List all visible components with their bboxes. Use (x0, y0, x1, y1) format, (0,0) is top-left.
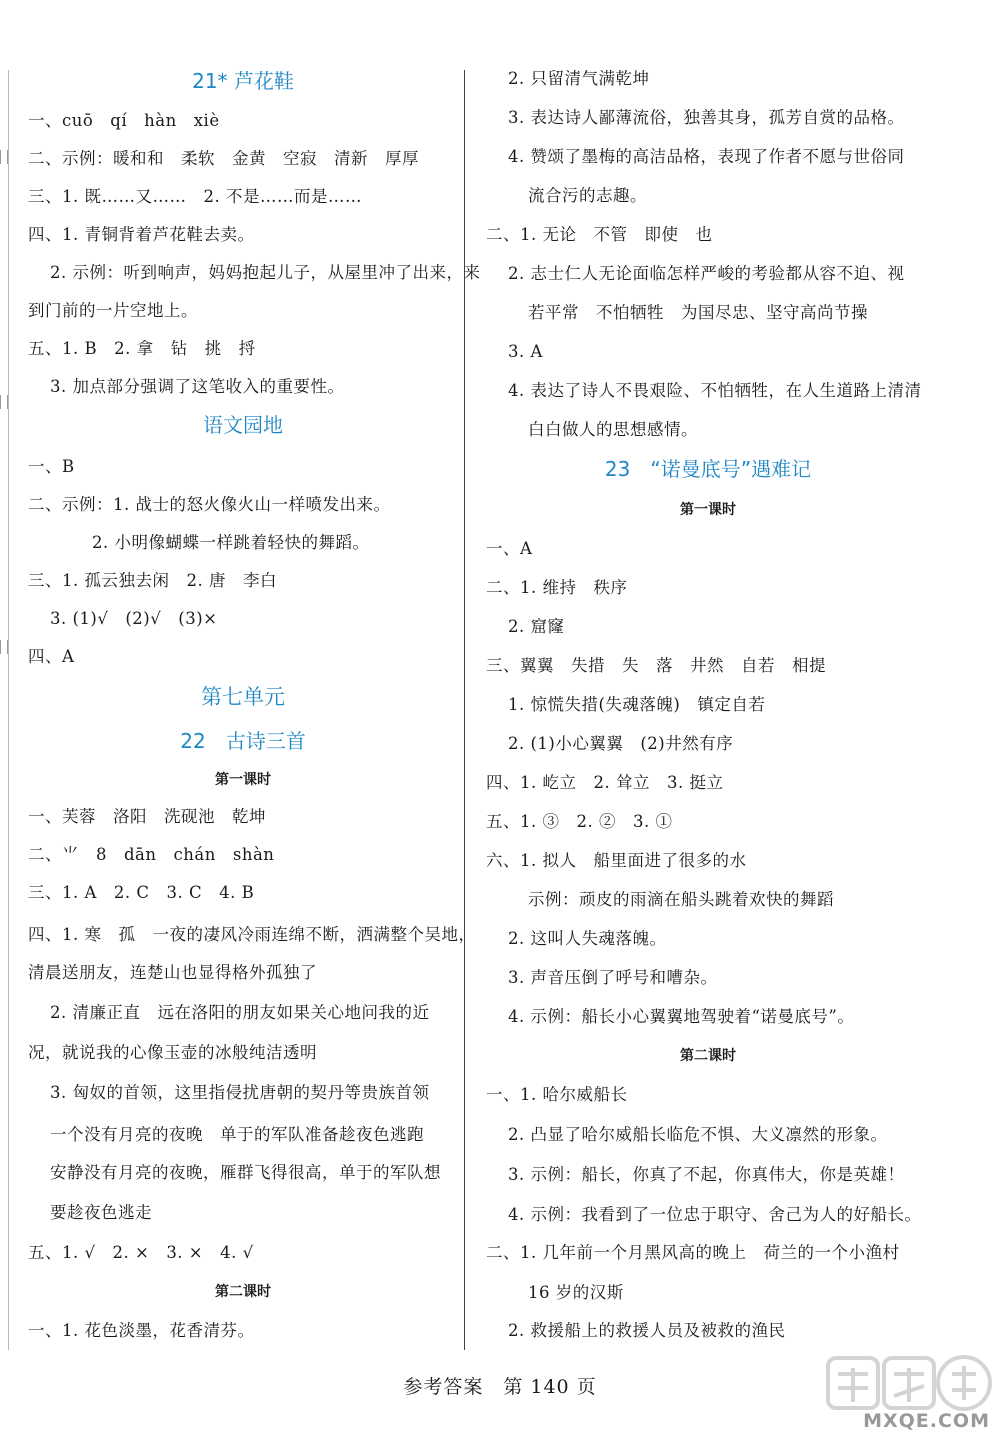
answer-line: 三、1. 孤云独去闲 2. 唐 李白 (28, 571, 277, 590)
section-title-21: 21* 芦花鞋 (192, 69, 294, 93)
section-title-garden: 语文园地 (203, 413, 283, 437)
answer-line: 一、cuō qí hàn xiè (28, 111, 220, 130)
answer-line: 3. (1)√ (2)√ (3)× (50, 609, 218, 628)
answer-line: 四、1. 屹立 2. 耸立 3. 挺立 (486, 773, 724, 792)
watermark-site: MXQE.COM (863, 1410, 990, 1432)
answer-line: 4. 示例：我看到了一位忠于职守、舍己为人的好船长。 (508, 1205, 922, 1224)
answer-line: 2. 小明像蝴蝶一样跳着轻快的舞蹈。 (92, 533, 370, 552)
answer-line: 3. 声音压倒了呼号和嘈杂。 (508, 968, 718, 987)
answer-line: 若平常 不怕牺牲 为国尽忠、坚守高尚节操 (528, 303, 868, 322)
binding-mark (0, 395, 8, 409)
lesson-subtitle: 第一课时 (680, 502, 736, 518)
answer-line: 3. 匈奴的首领，这里指侵扰唐朝的契丹等贵族首领 (50, 1083, 430, 1102)
answer-line: 一、1. 花色淡墨，花香清芬。 (28, 1321, 255, 1340)
answer-line: 四、1. 寒 孤 一夜的凄风冷雨连绵不断，洒满整个吴地， (28, 925, 476, 944)
answer-line: 2. 这叫人失魂落魄。 (508, 929, 667, 948)
answer-line: 二、⺌ 8 dān chán shàn (28, 845, 275, 864)
section-title-22: 22 古诗三首 (180, 729, 306, 753)
answer-line: 2. 只留清气满乾坤 (508, 69, 650, 88)
answer-line: 五、1. ③ 2. ② 3. ① (486, 812, 673, 831)
answer-line: 一、1. 哈尔威船长 (486, 1085, 628, 1104)
answer-line: 4. 示例：船长小心翼翼地驾驶着“诺曼底号”。 (508, 1007, 855, 1026)
answer-line: 要趁夜色逃走 (50, 1203, 152, 1222)
answer-line: 一、A (486, 539, 533, 558)
answer-line: 流合污的志趣。 (528, 186, 647, 205)
answer-line: 3. 示例：船长，你真了不起，你真伟大，你是英雄！ (508, 1165, 905, 1184)
answer-line: 二、示例：1. 战士的怒火像火山一样喷发出来。 (28, 495, 391, 514)
answer-line: 4. 表达了诗人不畏艰险、不怕牺牲，在人生道路上清清 (508, 381, 922, 400)
answer-line: 3. 表达诗人鄙薄流俗，独善其身，孤芳自赏的品格。 (508, 108, 905, 127)
answer-line: 3. A (508, 342, 543, 361)
answer-line: 清晨送朋友，连楚山也显得格外孤独了 (28, 963, 317, 982)
answer-line: 安静没有月亮的夜晚，雁群飞得很高，单于的军队想 (50, 1163, 441, 1182)
answer-line: 16 岁的汉斯 (528, 1283, 624, 1302)
answer-line: 二、示例：暖和和 柔软 金黄 空寂 清新 厚厚 (28, 149, 419, 168)
answer-line: 一个没有月亮的夜晚 单于的军队准备趁夜色逃跑 (50, 1125, 424, 1144)
answer-line: 三、1. 既……又…… 2. 不是……而是…… (28, 187, 362, 206)
answer-line: 二、1. 维持 秩序 (486, 578, 628, 597)
answer-line: 2. 志士仁人无论面临怎样严峻的考验都从容不迫、视 (508, 264, 905, 283)
answer-line: 白白做人的思想感情。 (528, 420, 698, 439)
answer-line: 2. 窟窿 (508, 617, 565, 636)
answer-line: 五、1. B 2. 拿 钻 挑 捋 (28, 339, 256, 358)
answer-line: 2. 清廉正直 远在洛阳的朋友如果关心地问我的近 (50, 1003, 430, 1022)
answer-line: 二、1. 几年前一个月黑风高的晚上 荷兰的一个小渔村 (486, 1243, 900, 1262)
answer-line: 2. (1)小心翼翼 (2)井然有序 (508, 734, 734, 753)
answer-line: 2. 救援船上的救援人员及被救的渔民 (508, 1321, 786, 1340)
answer-line: 六、1. 拟人 船里面进了很多的水 (486, 851, 747, 870)
answer-line: 三、翼翼 失措 失 落 井然 自若 相提 (486, 656, 826, 675)
answer-line: 三、1. A 2. C 3. C 4. B (28, 883, 255, 902)
answer-line: 4. 赞颂了墨梅的高洁品格，表现了作者不愿与世俗同 (508, 147, 905, 166)
answer-line: 2. 凸显了哈尔威船长临危不惧、大义凛然的形象。 (508, 1125, 888, 1144)
lesson-subtitle: 第一课时 (215, 772, 271, 788)
answer-line: 况，就说我的心像玉壶的冰般纯洁透明 (28, 1043, 317, 1062)
answer-line: 2. 示例：听到响声，妈妈抱起儿子，从屋里冲了出来，来 (50, 263, 481, 282)
section-title-23: 23 “诺曼底号”遇难记 (604, 457, 812, 481)
answer-line: 一、B (28, 457, 75, 476)
lesson-subtitle: 第二课时 (680, 1048, 736, 1064)
answer-line: 五、1. √ 2. × 3. × 4. √ (28, 1243, 254, 1262)
binding-margin-line (8, 70, 9, 1350)
answer-line: 到门前的一片空地上。 (28, 301, 198, 320)
page-footer: 参考答案 第 140 页 (403, 1376, 597, 1398)
lesson-subtitle: 第二课时 (215, 1284, 271, 1300)
binding-mark (0, 150, 8, 164)
answer-line: 四、1. 青铜背着芦花鞋去卖。 (28, 225, 255, 244)
unit-title: 第七单元 (201, 685, 285, 709)
answer-line: 3. 加点部分强调了这笔收入的重要性。 (50, 377, 345, 396)
answer-line: 1. 惊慌失措(失魂落魄) 镇定自若 (508, 695, 766, 714)
answer-line: 一、芙蓉 洛阳 洗砚池 乾坤 (28, 807, 266, 826)
answer-line: 四、A (28, 647, 75, 666)
answer-line: 二、1. 无论 不管 即使 也 (486, 225, 713, 244)
binding-mark (0, 640, 8, 654)
answer-line: 示例：顽皮的雨滴在船头跳着欢快的舞蹈 (528, 890, 834, 909)
